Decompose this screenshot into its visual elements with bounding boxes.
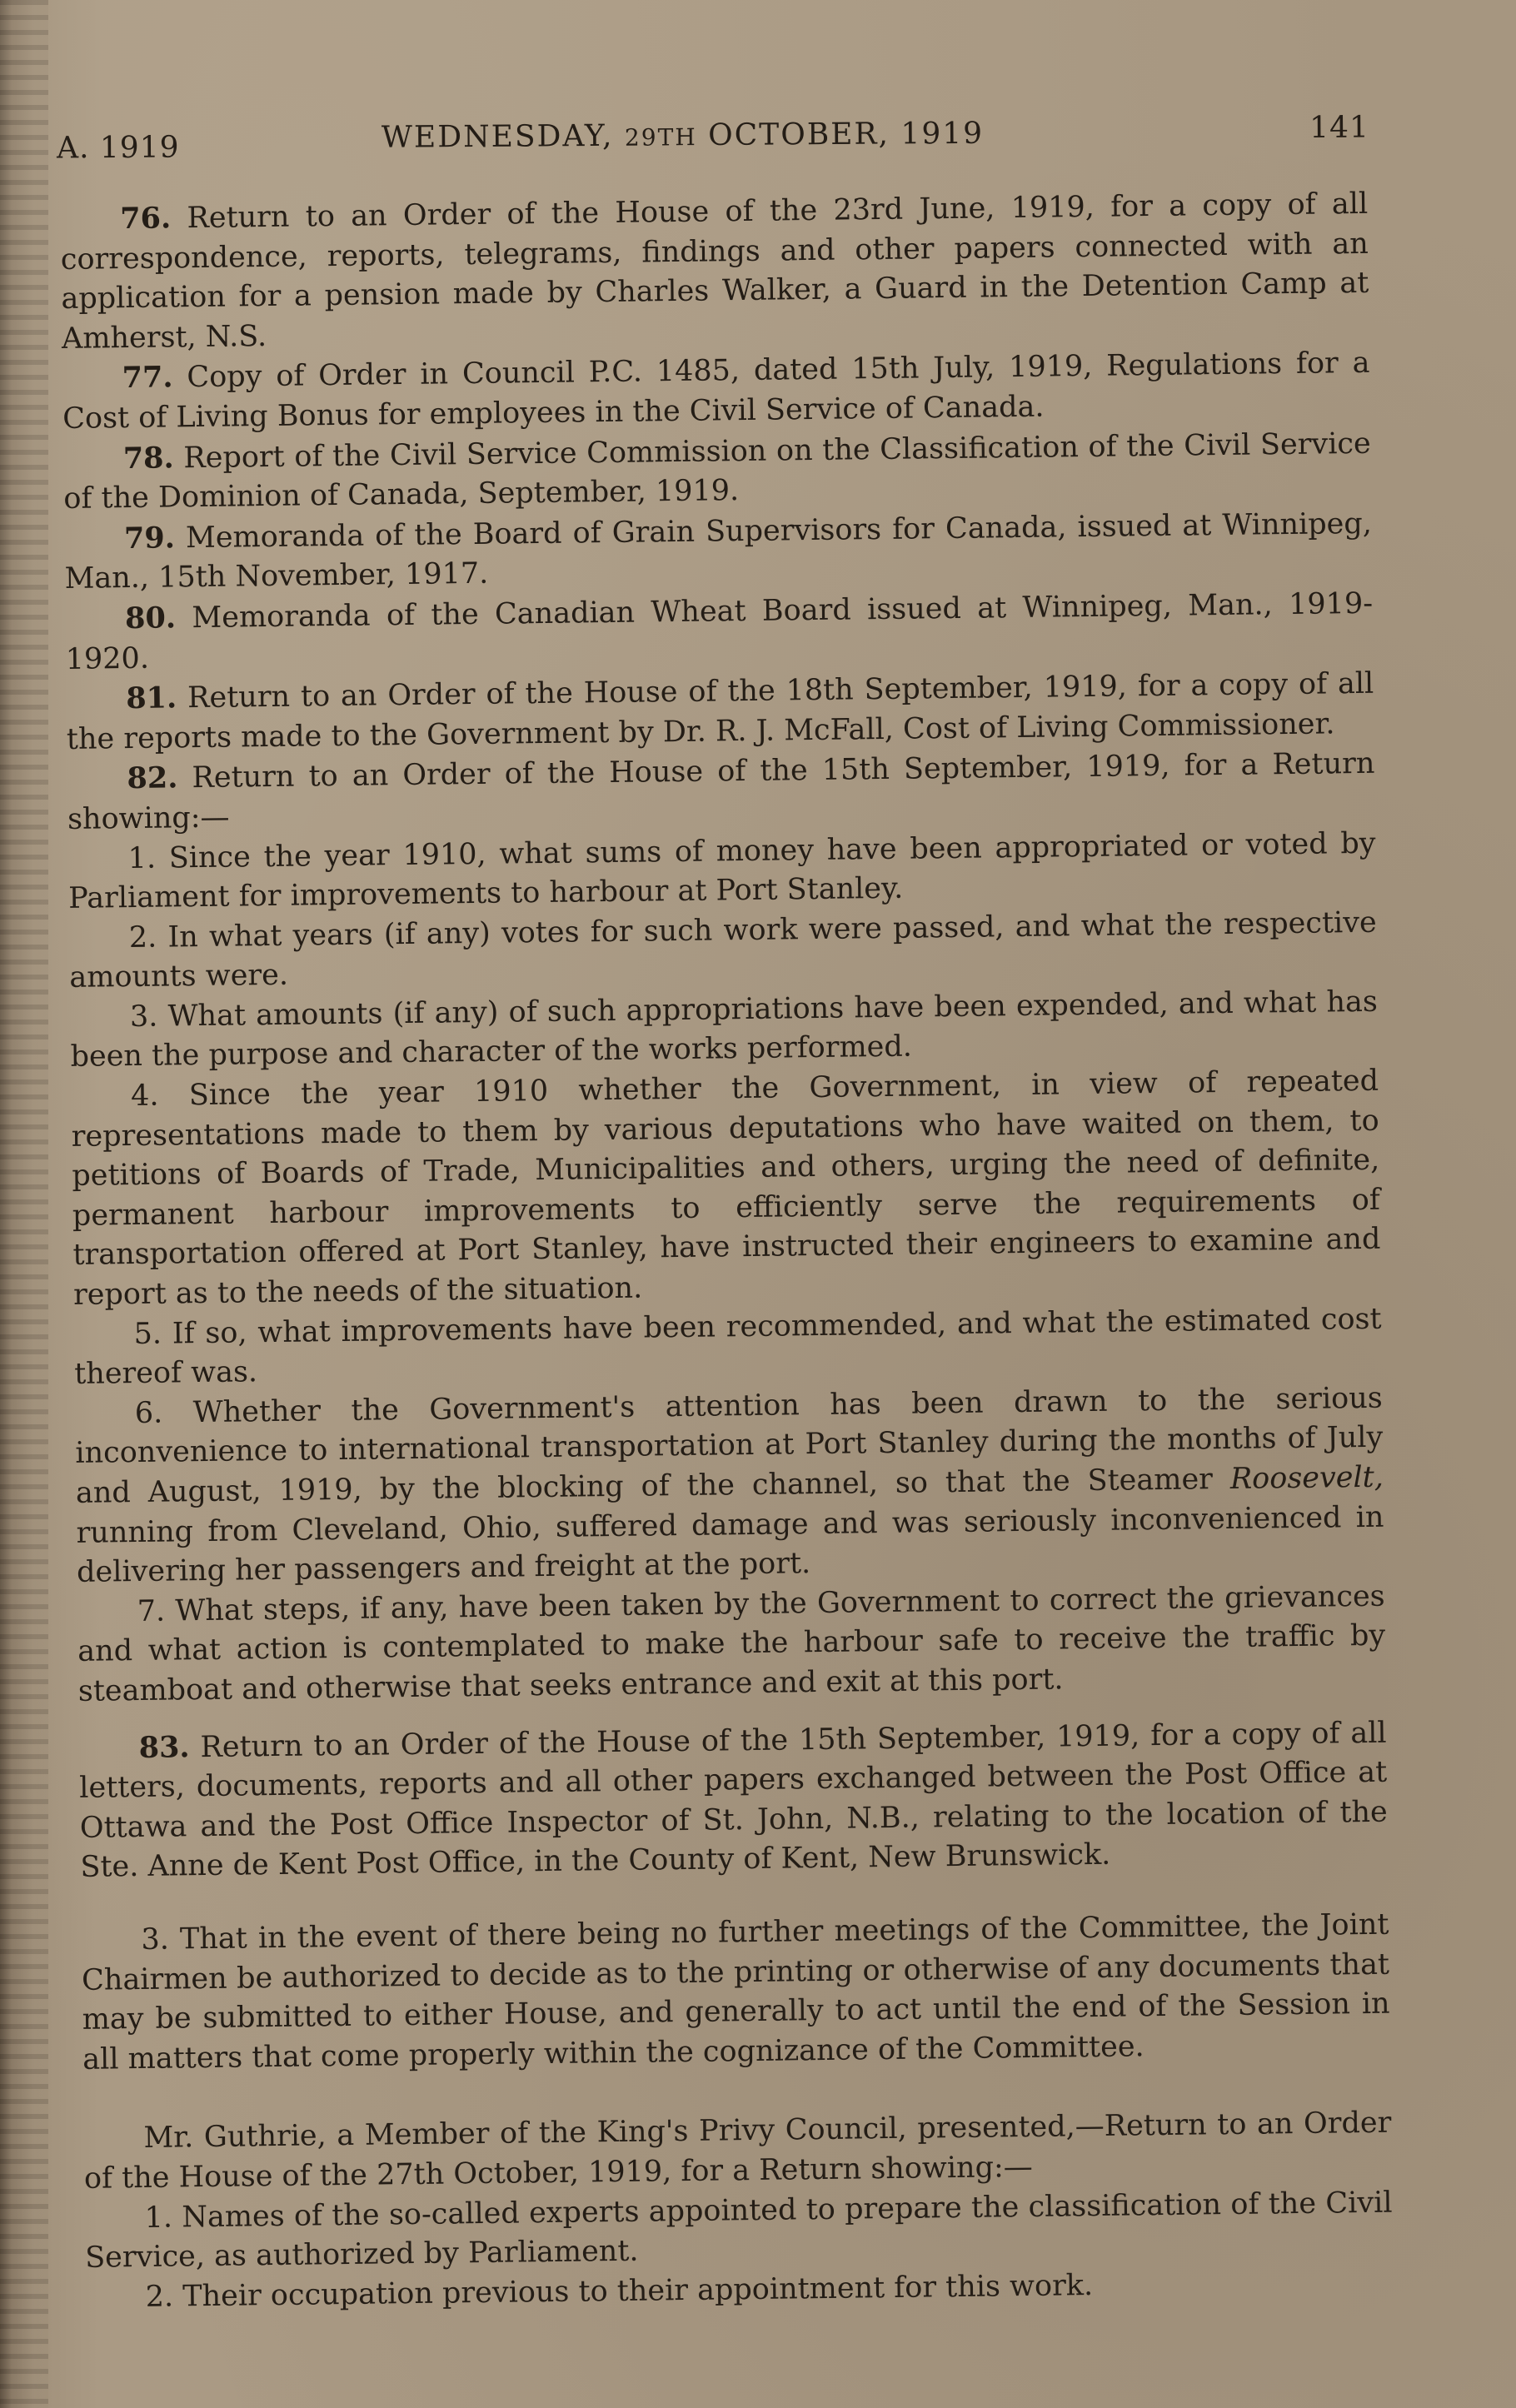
date-weekday: WEDNESDAY,	[381, 118, 614, 155]
item-text: Return to an Order of the House of the 23rd June, 1919, for a copy of all correspondence, reports, telegrams, findings and other papers connected with an application for a pension made by Charles Walker, a Guard in the Detention Camp at Amherst, N.S.	[60, 187, 1369, 356]
item-text: Memoranda of the Board of Grain Supervisors for Canada, issued at Winnipeg, Man., 15th November, 1917.	[64, 506, 1373, 596]
item-number: 81.	[126, 681, 177, 716]
item-82-point-4: 4. Since the year 1910 whether the Government, in view of repeated representations made to them by various deputations who have waited on them, to petitions of Boards of Trade, Municipalities and others, urging the need of definite, permanent harbour improvements to efficiently serve the requirements of transportation offered at Port Stanley, have instructed their engineers to examine and report as to the needs of the situation.	[71, 1064, 1381, 1312]
item-text: Return to an Order of the House of the 15th September, 1919, for a copy of all letters, documents, reports and all other papers exchanged between the Post Office at Ottawa and the Post Office Inspector of St. John, N.B., relating to the location of the Ste. Anne de Kent Post Office, in the County of Kent, New Brunswick.	[79, 1716, 1389, 1885]
item-number: 76.	[120, 201, 172, 237]
guthrie-point-1: 1. Names of the so-called experts appointed to prepare the classification of the Civil Service, as authorized by Parliament.	[84, 2186, 1393, 2275]
item-82-point-5: 5. If so, what improvements have been recommended, and what the estimated cost thereof was.	[73, 1302, 1382, 1392]
item-number: 78.	[122, 440, 174, 476]
point-text: running from Cleveland, Ohio, suffered damage and was seriously inconvenienced in delivering her passengers and freight at the port.	[76, 1500, 1384, 1590]
page-binding-edge	[0, 0, 48, 2408]
item-text: Return to an Order of the House of the 18th September, 1919, for a copy of all the reports made to the Government by Dr. R. J. McFall, Cost of Living Commissioner.	[66, 666, 1374, 756]
item-text: Copy of Order in Council P.C. 1485, dated 15th July, 1919, Regulations for a Cost of Living Bonus for employees in the Civil Service of Canada.	[62, 346, 1370, 436]
item-76	[60, 184, 1369, 360]
page-number: 141	[1309, 110, 1370, 145]
page-date	[381, 117, 984, 155]
item-number: 77.	[122, 360, 173, 396]
guthrie-return-intro: Mr. Guthrie, a Member of the King's Privy Council, presented,—Return to an Order of the House of the 27th October, 1919, for a Return showing:—	[83, 2106, 1392, 2196]
item-78	[63, 423, 1372, 519]
item-number: 83.	[138, 1729, 190, 1765]
page-header	[53, 110, 1369, 169]
page-body	[60, 184, 1394, 2318]
committee-resolution: 3. That in the event of there being no further meetings of the Committee, the Joint Chairmen be authorized to decide as to the printing or otherwise of any documents that may be submitted to either House, and generally to act until the end of the Session in all matters that come properly within the cognizance of the Committee.	[81, 1907, 1390, 2076]
item-82	[67, 744, 1375, 840]
session-label: A. 1919	[56, 130, 180, 166]
item-number: 82.	[127, 760, 178, 796]
item-80	[65, 584, 1374, 680]
ship-name: Roosevelt,	[1229, 1460, 1384, 1496]
item-83	[78, 1713, 1388, 1888]
item-number: 79.	[123, 521, 176, 556]
item-text: Report of the Civil Service Commission on the Classification of the Civil Service of the Dominion of Canada, September, 1919.	[63, 426, 1371, 516]
date-day: 29TH	[624, 123, 697, 152]
item-82-point-7: 7. What steps, if any, have been taken by the Government to correct the grievances and what action is contemplated to make the harbour safe to receive the traffic by steamboat and otherwise that seeks entrance and exit at this port.	[77, 1579, 1386, 1708]
item-82-point-1: 1. Since the year 1910, what sums of money have been appropriated or voted by Parliament for improvements to harbour at Port Stanley.	[68, 826, 1376, 916]
item-number: 80.	[124, 601, 177, 636]
point-text: 6. Whether the Government's attention has been drawn to the serious inconvenience to international transportation at Port Stanley during the months of July and August, 1919, by the blocking of the channel, so that the Steamer	[75, 1381, 1384, 1510]
guthrie-point-2: 2. Their occupation previous to their appointment for this work.	[145, 2268, 1094, 2314]
date-month-year: OCTOBER, 1919	[708, 116, 985, 153]
item-82-point-6	[75, 1379, 1385, 1593]
item-82-point-2: 2. In what years (if any) votes for such work were passed, and what the respective amounts were.	[69, 905, 1377, 995]
item-text: Return to an Order of the House of the 15th September, 1919, for a Return showing:—	[67, 747, 1375, 836]
item-text: Memoranda of the Canadian Wheat Board issued at Winnipeg, Man., 1919-1920.	[65, 586, 1374, 676]
item-82-point-3: 3. What amounts (if any) of such appropriations have been expended, and what has been the purpose and character of the works performed.	[70, 985, 1379, 1074]
